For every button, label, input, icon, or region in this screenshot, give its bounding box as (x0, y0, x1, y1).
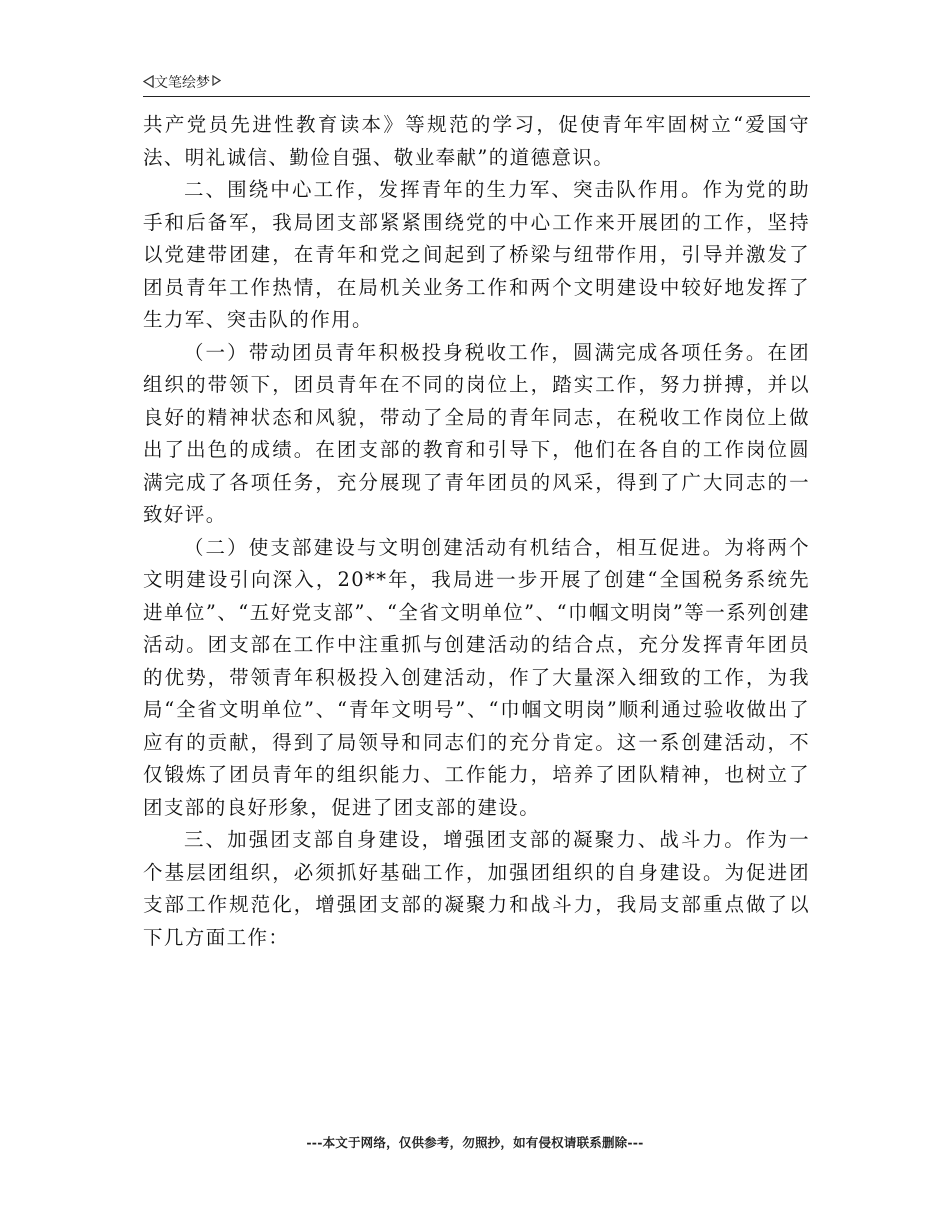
right-triangle-icon (210, 75, 221, 93)
page-footer-disclaimer: ---本文于网络，仅供参考，勿照抄，如有侵权请联系删除--- (306, 1135, 644, 1150)
paragraph-section-two: 二、围绕中心工作，发挥青年的生力军、突击队作用。作为党的助手和后备军，我局团支部紧紧围绕党的中心工作来开展团的工作，坚持以党建带团建，在青年和党之间起到了桥梁与纽带作用，引导并激发了团员青年工作热情，在局机关业务工作和两个文明建设中较好地发挥了生力军、突击队的作用。 (143, 178, 810, 331)
header-brand-text: 文笔绘梦 (154, 75, 210, 91)
paragraph-item-two: （二）使支部建设与文明创建活动有机结合，相互促进。为将两个文明建设引向深入，20**年，我局进一步开展了创建“全国税务系统先进单位”、“五好党支部”、“全省文明单位”、“巾帼文明岗”等一系列创建活动。团支部在工作中注重抓与创建活动的结合点，充分发挥青年团员的优势，带领青年积极投入创建活动，作了大量深入细致的工作，为我局“全省文明单位”、“青年文明号”、“巾帼文明岗”顺利通过验收做出了应有的贡献，得到了局领导和同志们的充分肯定。这一系创建活动，不仅锻炼了团员青年的组织能力、工作能力，培养了团队精神，也树立了团支部的良好形象，促进了团支部的建设。 (143, 535, 810, 819)
paragraph-continuation: 共产党员先进性教育读本》等规范的学习，促使青年牢固树立“爱国守法、明礼诚信、勤俭自强、敬业奉献”的道德意识。 (143, 113, 810, 169)
document-body (143, 109, 810, 954)
page-header (143, 74, 810, 97)
paragraph-item-one: （一）带动团员青年积极投身税收工作，圆满完成各项任务。在团组织的带领下，团员青年在不同的岗位上，踏实工作，努力拼搏，并以良好的精神状态和风貌，带动了全局的青年同志，在税收工作岗位上做出了出色的成绩。在团支部的教育和引导下，他们在各自的工作岗位圆满完成了各项任务，充分展现了青年团员的风采，得到了广大同志的一致好评。 (143, 340, 810, 526)
left-triangle-icon (143, 75, 154, 93)
paragraph-section-three: 三、加强团支部自身建设，增强团支部的凝聚力、战斗力。作为一个基层团组织，必须抓好基础工作，加强团组织的自身建设。为促进团支部工作规范化，增强团支部的凝聚力和战斗力，我局支部重点做了以下几方面工作： (143, 828, 810, 949)
header-brand (143, 74, 221, 93)
